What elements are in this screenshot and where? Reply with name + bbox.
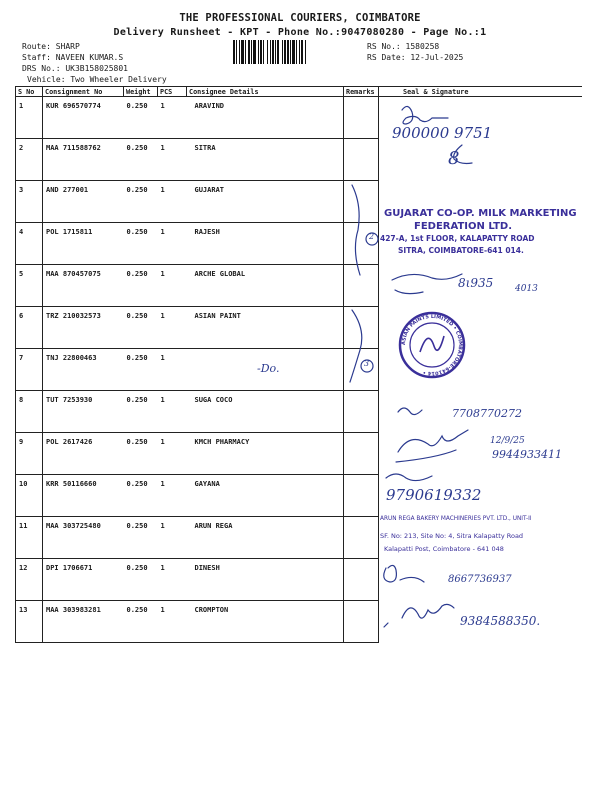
gujarat-stamp-line2: FEDERATION LTD. (414, 221, 512, 232)
cell-consignment: TNJ 22800463 (43, 349, 124, 391)
cell-weight: 0.250 (124, 391, 158, 433)
table-header-row (16, 87, 582, 97)
cell-pcs: 1 (158, 391, 187, 433)
cell-weight: 0.250 (124, 349, 158, 391)
staff-label: Staff: NAVEEN KUMAR.S (22, 53, 124, 62)
cell-consignment: MAA 303983281 (43, 601, 124, 643)
cell-remarks (344, 139, 379, 181)
rs-number: RS No.: 1580258 (367, 42, 440, 51)
cell-remarks (344, 265, 379, 307)
cell-consignee: CROMPTON (187, 601, 344, 643)
cell-remarks (344, 559, 379, 601)
cell-consignment: POL 1715811 (43, 223, 124, 265)
drs-label: DRS No.: UK3B158025801 (22, 64, 128, 73)
col-weight: Weight (124, 87, 158, 97)
handwritten-phone-row13: 9384588350. (460, 614, 541, 628)
gujarat-stamp-line3: 427-A, 1st FLOOR, KALAPATTY ROAD (380, 234, 535, 243)
handwritten-row5-b: 4013 (515, 284, 538, 294)
col-consignee: Consignee Details (187, 87, 344, 97)
cell-consignee: KMCH PHARMACY (187, 433, 344, 475)
table-row (16, 475, 582, 517)
handwritten-mark-row2: 8 (448, 148, 460, 169)
cell-weight: 0.250 (124, 433, 158, 475)
barcode (233, 40, 355, 64)
route-label: Route: SHARP (22, 42, 80, 51)
cell-pcs: 1 (158, 433, 187, 475)
handwritten-ditto-row7: -Do. (257, 362, 280, 375)
cell-remarks (344, 349, 379, 391)
cell-remarks (344, 601, 379, 643)
cell-pcs: 1 (158, 181, 187, 223)
arun-rega-stamp-line1: ARUN REGA BAKERY MACHINERIES PVT. LTD., UNIT-II (380, 516, 532, 522)
cell-sno: 11 (16, 517, 43, 559)
cell-pcs: 1 (158, 223, 187, 265)
asian-paints-seal-text: ASIAN PAINTS LIMITED • COIMBATORE-641014 • (400, 313, 464, 377)
col-sno: S No (16, 87, 43, 97)
cell-sno: 9 (16, 433, 43, 475)
cell-consignment: POL 2617426 (43, 433, 124, 475)
cell-consignment: MAA 870457075 (43, 265, 124, 307)
gujarat-stamp-line4: SITRA, COIMBATORE-641 014. (398, 246, 524, 255)
handwritten-phone-row10: 9790619332 (386, 486, 482, 504)
document-title: THE PROFESSIONAL COURIERS, COIMBATORE (179, 12, 421, 24)
cell-consignee: GAYANA (187, 475, 344, 517)
cell-consignment: MAA 303725480 (43, 517, 124, 559)
cell-sno: 10 (16, 475, 43, 517)
circled-number-row7: 3 (364, 359, 370, 368)
cell-remarks (344, 391, 379, 433)
cell-pcs: 1 (158, 559, 187, 601)
cell-pcs: 1 (158, 97, 187, 139)
cell-pcs: 1 (158, 601, 187, 643)
handwritten-phone-row9: 9944933411 (492, 448, 562, 461)
cell-consignment: TUT 7253930 (43, 391, 124, 433)
cell-consignment: TRZ 210032573 (43, 307, 124, 349)
cell-sno: 13 (16, 601, 43, 643)
cell-remarks (344, 97, 379, 139)
cell-pcs: 1 (158, 307, 187, 349)
cell-signature (379, 349, 582, 391)
cell-sno: 3 (16, 181, 43, 223)
cell-weight: 0.250 (124, 139, 158, 181)
cell-consignee: DINESH (187, 559, 344, 601)
cell-weight: 0.250 (124, 475, 158, 517)
cell-weight: 0.250 (124, 559, 158, 601)
handwritten-phone-row1: 900000 9751 (392, 124, 493, 142)
cell-sno: 6 (16, 307, 43, 349)
cell-sno: 8 (16, 391, 43, 433)
table-row (16, 349, 582, 391)
cell-pcs: 1 (158, 265, 187, 307)
handwritten-phone-row12: 8667736937 (448, 574, 512, 585)
cell-sno: 7 (16, 349, 43, 391)
cell-signature (379, 139, 582, 181)
cell-weight: 0.250 (124, 307, 158, 349)
cell-consignee: ARUN REGA (187, 517, 344, 559)
rs-date: RS Date: 12-Jul-2025 (367, 53, 464, 62)
cell-remarks (344, 223, 379, 265)
cell-consignee: ARAVIND (187, 97, 344, 139)
cell-weight: 0.250 (124, 265, 158, 307)
cell-signature (379, 307, 582, 349)
cell-consignee: RAJESH (187, 223, 344, 265)
cell-consignment: AND 277001 (43, 181, 124, 223)
cell-sno: 1 (16, 97, 43, 139)
cell-weight: 0.250 (124, 97, 158, 139)
runsheet-table (15, 86, 582, 643)
col-remarks: Remarks (344, 87, 379, 97)
cell-remarks (344, 517, 379, 559)
arun-rega-stamp-line3: Kalapatti Post, Coimbatore - 641 048 (384, 545, 504, 553)
cell-consignee: SITRA (187, 139, 344, 181)
handwritten-phone-row8: 7708770272 (452, 407, 522, 420)
cell-consignment: MAA 711588762 (43, 139, 124, 181)
cell-sno: 12 (16, 559, 43, 601)
cell-sno: 5 (16, 265, 43, 307)
cell-pcs: 1 (158, 517, 187, 559)
cell-weight: 0.250 (124, 601, 158, 643)
cell-remarks (344, 307, 379, 349)
cell-consignee: ASIAN PAINT (187, 307, 344, 349)
handwritten-row5: 8ι935 (458, 276, 494, 290)
cell-consignee: GUJARAT (187, 181, 344, 223)
cell-remarks (344, 181, 379, 223)
cell-consignment: KRR 50116660 (43, 475, 124, 517)
cell-pcs: 1 (158, 139, 187, 181)
cell-consignee: SUGA COCO (187, 391, 344, 433)
cell-pcs: 1 (158, 475, 187, 517)
col-consignment: Consignment No (43, 87, 124, 97)
cell-consignee: ARCHE GLOBAL (187, 265, 344, 307)
table-row (16, 97, 582, 139)
cell-remarks (344, 433, 379, 475)
gujarat-stamp-line1: GUJARAT CO-OP. MILK MARKETING (384, 208, 577, 219)
cell-weight: 0.250 (124, 223, 158, 265)
cell-weight: 0.250 (124, 181, 158, 223)
table-row (16, 307, 582, 349)
cell-weight: 0.250 (124, 517, 158, 559)
document-subtitle: Delivery Runsheet - KPT - Phone No.:9047080280 - Page No.:1 (113, 27, 487, 38)
cell-consignment: DPI 1706671 (43, 559, 124, 601)
table-row (16, 265, 582, 307)
col-pcs: PCS (158, 87, 187, 97)
cell-consignment: KUR 696570774 (43, 97, 124, 139)
vehicle-label: Vehicle: Two Wheeler Delivery (27, 75, 167, 84)
table-row (16, 139, 582, 181)
col-seal-signature: Seal & Signature (379, 87, 582, 97)
cell-remarks (344, 475, 379, 517)
cell-sno: 2 (16, 139, 43, 181)
barcode-bar (306, 40, 307, 64)
arun-rega-stamp-line2: SF. No: 213, Site No: 4, Sitra Kalapatty Road (380, 532, 524, 540)
circled-number-row4: 2 (369, 232, 375, 241)
cell-sno: 4 (16, 223, 43, 265)
cell-pcs: 1 (158, 349, 187, 391)
handwritten-date-row9: 12/9/25 (490, 436, 525, 446)
